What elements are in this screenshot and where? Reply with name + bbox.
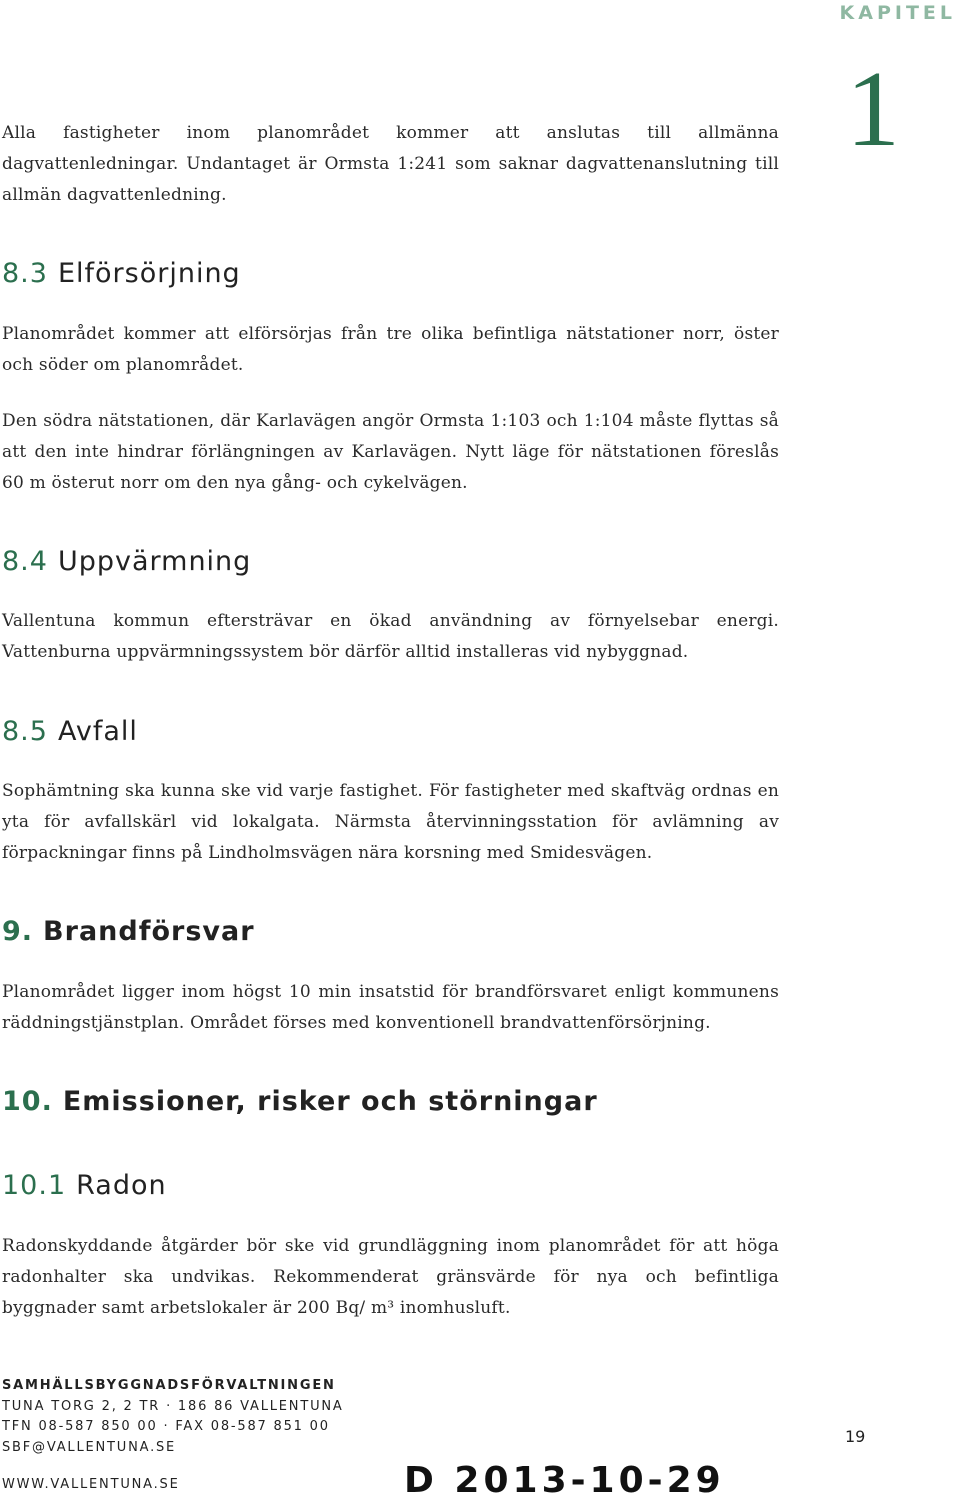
intro-paragraph: Alla fastigheter inom planområdet kommer att anslutas till allmänna dagvattenledningar. Undantaget är Ormsta 1:241 som saknar dagvattenanslutning till allmän dagvattenledning. xyxy=(2,123,779,205)
section-number: 10.1 xyxy=(2,1170,67,1201)
section-number: 8.3 xyxy=(2,258,48,289)
section-title: Avfall xyxy=(57,716,138,747)
section-title: Uppvärmning xyxy=(57,546,252,577)
section-number: 9. xyxy=(2,916,34,947)
kapitel-label: KAPITEL xyxy=(839,2,956,24)
avfall-paragraph: Sophämtning ska kunna ske vid varje fastighet. För fastigheter med skaftväg ordnas en yta för avfallskärl vid lokalgata. Närmsta återvinningsstation för avlämning av förpackningar finns på Lindholmsvägen nära korsning med Smidesvägen. xyxy=(2,781,779,863)
section-heading-10-1 xyxy=(2,1172,167,1199)
footer-address: TUNA TORG 2, 2 TR · 186 86 VALLENTUNA xyxy=(2,1398,344,1414)
elforsorjning-paragraph-2: Den södra nätstationen, där Karlavägen angör Ormsta 1:103 och 1:104 måste flyttas så att den inte hindrar förlängningen av Karlavägen. Nytt läge för nätstationen föreslås 60 m österut norr om den nya gång- och cykelvägen. xyxy=(2,411,779,493)
footer-phone: TFN 08-587 850 00 · FAX 08-587 851 00 xyxy=(2,1419,330,1434)
section-heading-8-3 xyxy=(2,260,241,287)
section-number: 8.5 xyxy=(2,716,48,747)
footer-contact xyxy=(2,1376,344,1458)
footer-email: SBF@VALLENTUNA.SE xyxy=(2,1439,177,1455)
section-title: Elförsörjning xyxy=(57,258,241,289)
footer-website: WWW.VALLENTUNA.SE xyxy=(2,1477,180,1492)
radon-paragraph: Radonskyddande åtgärder bör ske vid grundläggning inom planområdet för att höga radonhalter ska undvikas. Rekommenderat gränsvärde för nya och befintliga byggnader samt arbetslokaler är 200 Bq/ m³ inomhusluft. xyxy=(2,1236,779,1318)
section-number: 10. xyxy=(2,1086,53,1117)
section-heading-8-4 xyxy=(2,548,251,575)
document-id: D 2013-10-29 xyxy=(404,1460,725,1501)
section-title: Radon xyxy=(76,1170,167,1201)
footer-org: SAMHÄLLSBYGGNADSFÖRVALTNINGEN xyxy=(2,1378,336,1393)
section-number: 8.4 xyxy=(2,546,48,577)
section-heading-9 xyxy=(2,918,255,945)
section-title: Emissioner, risker och störningar xyxy=(62,1086,598,1117)
section-title: Brandförsvar xyxy=(43,916,255,947)
section-heading-8-5 xyxy=(2,718,138,745)
uppvarmning-paragraph: Vallentuna kommun eftersträvar en ökad användning av förnyelsebar energi. Vattenburna uppvärmningssystem bör därför alltid installeras vid nybyggnad. xyxy=(2,611,779,662)
section-heading-10 xyxy=(2,1088,598,1115)
elforsorjning-paragraph-1: Planområdet kommer att elförsörjas från tre olika befintliga nätstationer norr, öster och söder om planområdet. xyxy=(2,324,779,375)
page-number: 19 xyxy=(845,1427,866,1446)
brandforsvar-paragraph: Planområdet ligger inom högst 10 min insatstid för brandförsvaret enligt kommunens räddningstjänstplan. Området förses med konventionell brandvattenförsörjning. xyxy=(2,982,779,1033)
chapter-number: 1 xyxy=(846,50,900,169)
